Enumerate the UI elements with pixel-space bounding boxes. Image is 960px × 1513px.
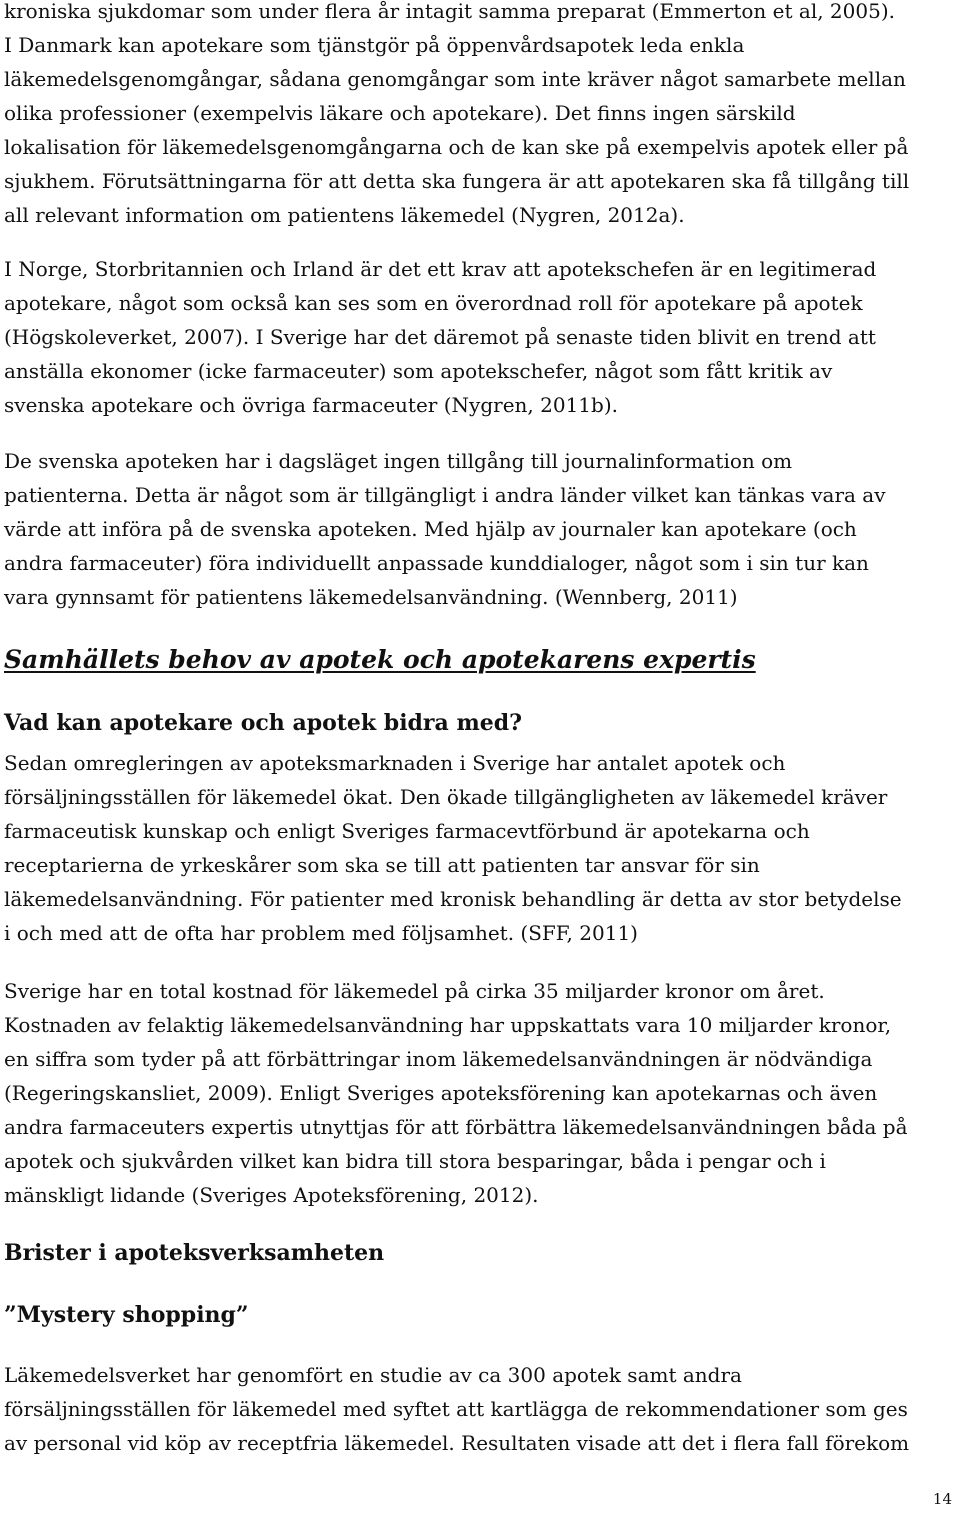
paragraph-6: Läkemedelsverket har genomfört en studie av ca 300 apotek samt andra försäljningsställen för läkemedel med syftet att kartlägga de rekommendationer som ges av personal vid köp av receptfria läkemedel. Resultaten visade att det i flera fall förekom (4, 1363, 910, 1455)
paragraph-1: kroniska sjukdomar som under flera år intagit samma preparat (Emmerton et al, 2005). I Danmark kan apotekare som tjänstgör på öppenvårdsapotek leda enkla läkemedelsgenomgångar, sådana genomgångar som inte kräver något samarbete mellan olika professioner (exempelvis läkare och apotekare). Det finns ingen särskild lokalisation för läkemedelsgenomgångarna och de kan ske på exempelvis apotek eller på sjukhem. Förutsättningarna för att detta ska fungera är att apotekaren ska få tillgång till all relevant information om patientens läkemedel (Nygren, 2012a). (4, 0, 910, 227)
subheading-mystery-shopping: ”Mystery shopping” (4, 1302, 249, 1328)
section-heading: Samhällets behov av apotek och apotekarens expertis (4, 645, 756, 674)
paragraph-2: I Norge, Storbritannien och Irland är det ett krav att apotekschefen är en legitimerad apotekare, något som också kan ses som en överordnad roll för apotekare på apotek (Högskoleverket, 2007). I Sverige har det däremot på senaste tiden blivit en trend att anställa ekonomer (icke farmaceuter) som apotekschefer, något som fått kritik av svenska apotekare och övriga farmaceuter (Nygren, 2011b). (4, 257, 877, 417)
paragraph-5: Sverige har en total kostnad för läkemedel på cirka 35 miljarder kronor om året. Kostnaden av felaktig läkemedelsanvändning har uppskattats vara 10 miljarder kronor, en siffra som tyder på att förbättringar inom läkemedelsanvändningen är nödvändiga (Regeringskansliet, 2009). Enligt Sveriges apoteksförening kan apotekarnas och även andra farmaceuters expertis utnyttjas för att förbättra läkemedelsanvändningen båda på apotek och sjukvården vilket kan bidra till stora besparingar, båda i pengar och i mänskligt lidande (Sveriges Apoteksförening, 2012). (4, 979, 908, 1207)
paragraph-4: Sedan omregleringen av apoteksmarknaden i Sverige har antalet apotek och försäljningsställen för läkemedel ökat. Den ökade tillgängligheten av läkemedel kräver farmaceutisk kunskap och enligt Sveriges farmacevtförbund är apotekarna och receptarierna de yrkeskårer som ska se till att patienten tar ansvar för sin läkemedelsanvändning. För patienter med kronisk behandling är detta av stor betydelse i och med att de ofta har problem med följsamhet. (SFF, 2011) (4, 751, 902, 945)
subheading-contribution: Vad kan apotekare och apotek bidra med? (4, 710, 522, 736)
paragraph-3: De svenska apoteken har i dagsläget ingen tillgång till journalinformation om patienterna. Detta är något som är tillgängligt i andra länder vilket kan tänkas vara av värde att införa på de svenska apoteken. Med hjälp av journaler kan apotekare (och andra farmaceuter) föra individuellt anpassade kunddialoger, något som i sin tur kan vara gynnsamt för patientens läkemedelsanvändning. (Wennberg, 2011) (4, 449, 886, 609)
page-number: 14 (932, 1490, 952, 1508)
subheading-shortcomings: Brister i apoteksverksamheten (4, 1240, 385, 1266)
